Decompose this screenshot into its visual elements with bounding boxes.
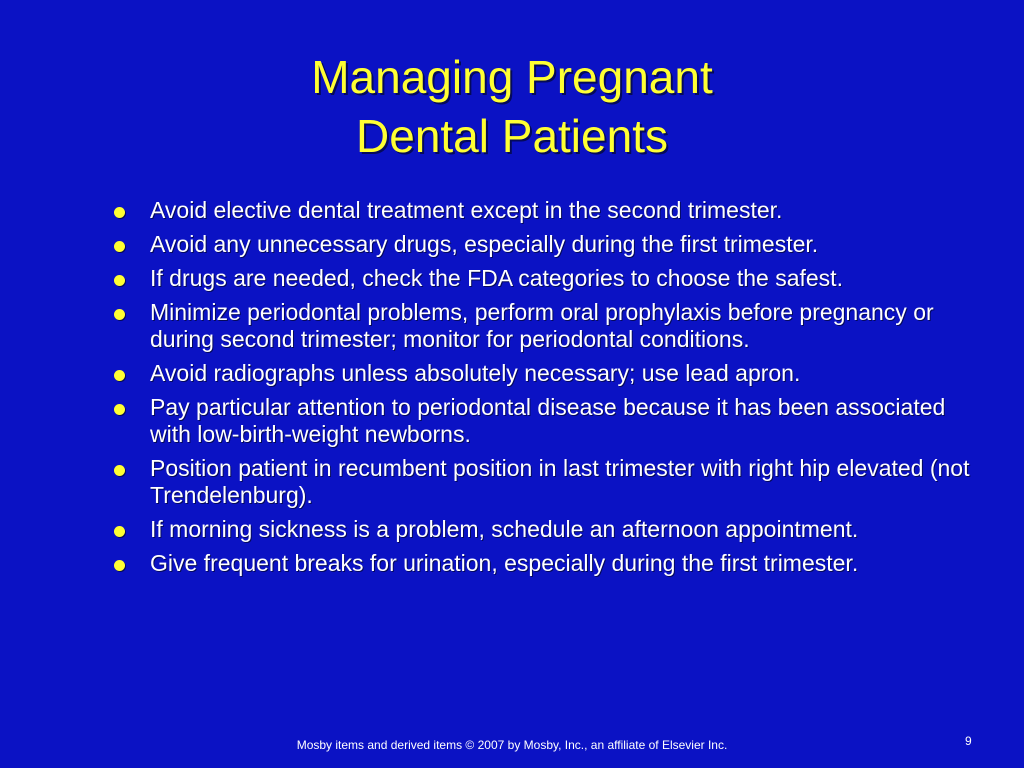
bullet-text: If morning sickness is a problem, schedule an afternoon appointment. [150, 516, 859, 542]
bullet-text: Avoid any unnecessary drugs, especially during the first trimester. [150, 231, 819, 257]
bullet-item [112, 360, 992, 387]
slide-title-line-1: Managing Pregnant [311, 51, 713, 103]
bullet-text: Position patient in recumbent position in last trimester with right hip elevated (not Trendelenburg). [150, 455, 970, 508]
bullet-dot-icon [114, 526, 125, 537]
bullet-item [112, 197, 992, 224]
bullet-text: Pay particular attention to periodontal disease because it has been associated with low-birth-weight newborns. [150, 394, 946, 447]
slide-title-line-2: Dental Patients [356, 110, 668, 162]
bullet-dot-icon [114, 560, 125, 571]
bullet-list [112, 197, 992, 584]
bullet-dot-icon [114, 370, 125, 381]
bullet-item [112, 516, 992, 543]
bullet-item [112, 394, 992, 448]
bullet-dot-icon [114, 465, 125, 476]
bullet-dot-icon [114, 241, 125, 252]
bullet-dot-icon [114, 275, 125, 286]
bullet-dot-icon [114, 207, 125, 218]
bullet-item [112, 455, 992, 509]
copyright-footer: Mosby items and derived items © 2007 by Mosby, Inc., an affiliate of Elsevier Inc. [296, 738, 728, 752]
bullet-dot-icon [114, 404, 125, 415]
bullet-text: Avoid radiographs unless absolutely necessary; use lead apron. [150, 360, 801, 386]
bullet-text: Give frequent breaks for urination, especially during the first trimester. [150, 550, 859, 576]
bullet-item [112, 550, 992, 577]
bullet-text: Avoid elective dental treatment except in the second trimester. [150, 197, 783, 223]
bullet-item [112, 265, 992, 292]
bullet-item [112, 231, 992, 258]
page-number: 9 [965, 734, 972, 748]
bullet-text: If drugs are needed, check the FDA categories to choose the safest. [150, 265, 843, 291]
slide-title [0, 48, 1024, 166]
bullet-dot-icon [114, 309, 125, 320]
bullet-item [112, 299, 992, 353]
bullet-text: Minimize periodontal problems, perform oral prophylaxis before pregnancy or during second trimester; monitor for periodontal conditions. [150, 299, 934, 352]
